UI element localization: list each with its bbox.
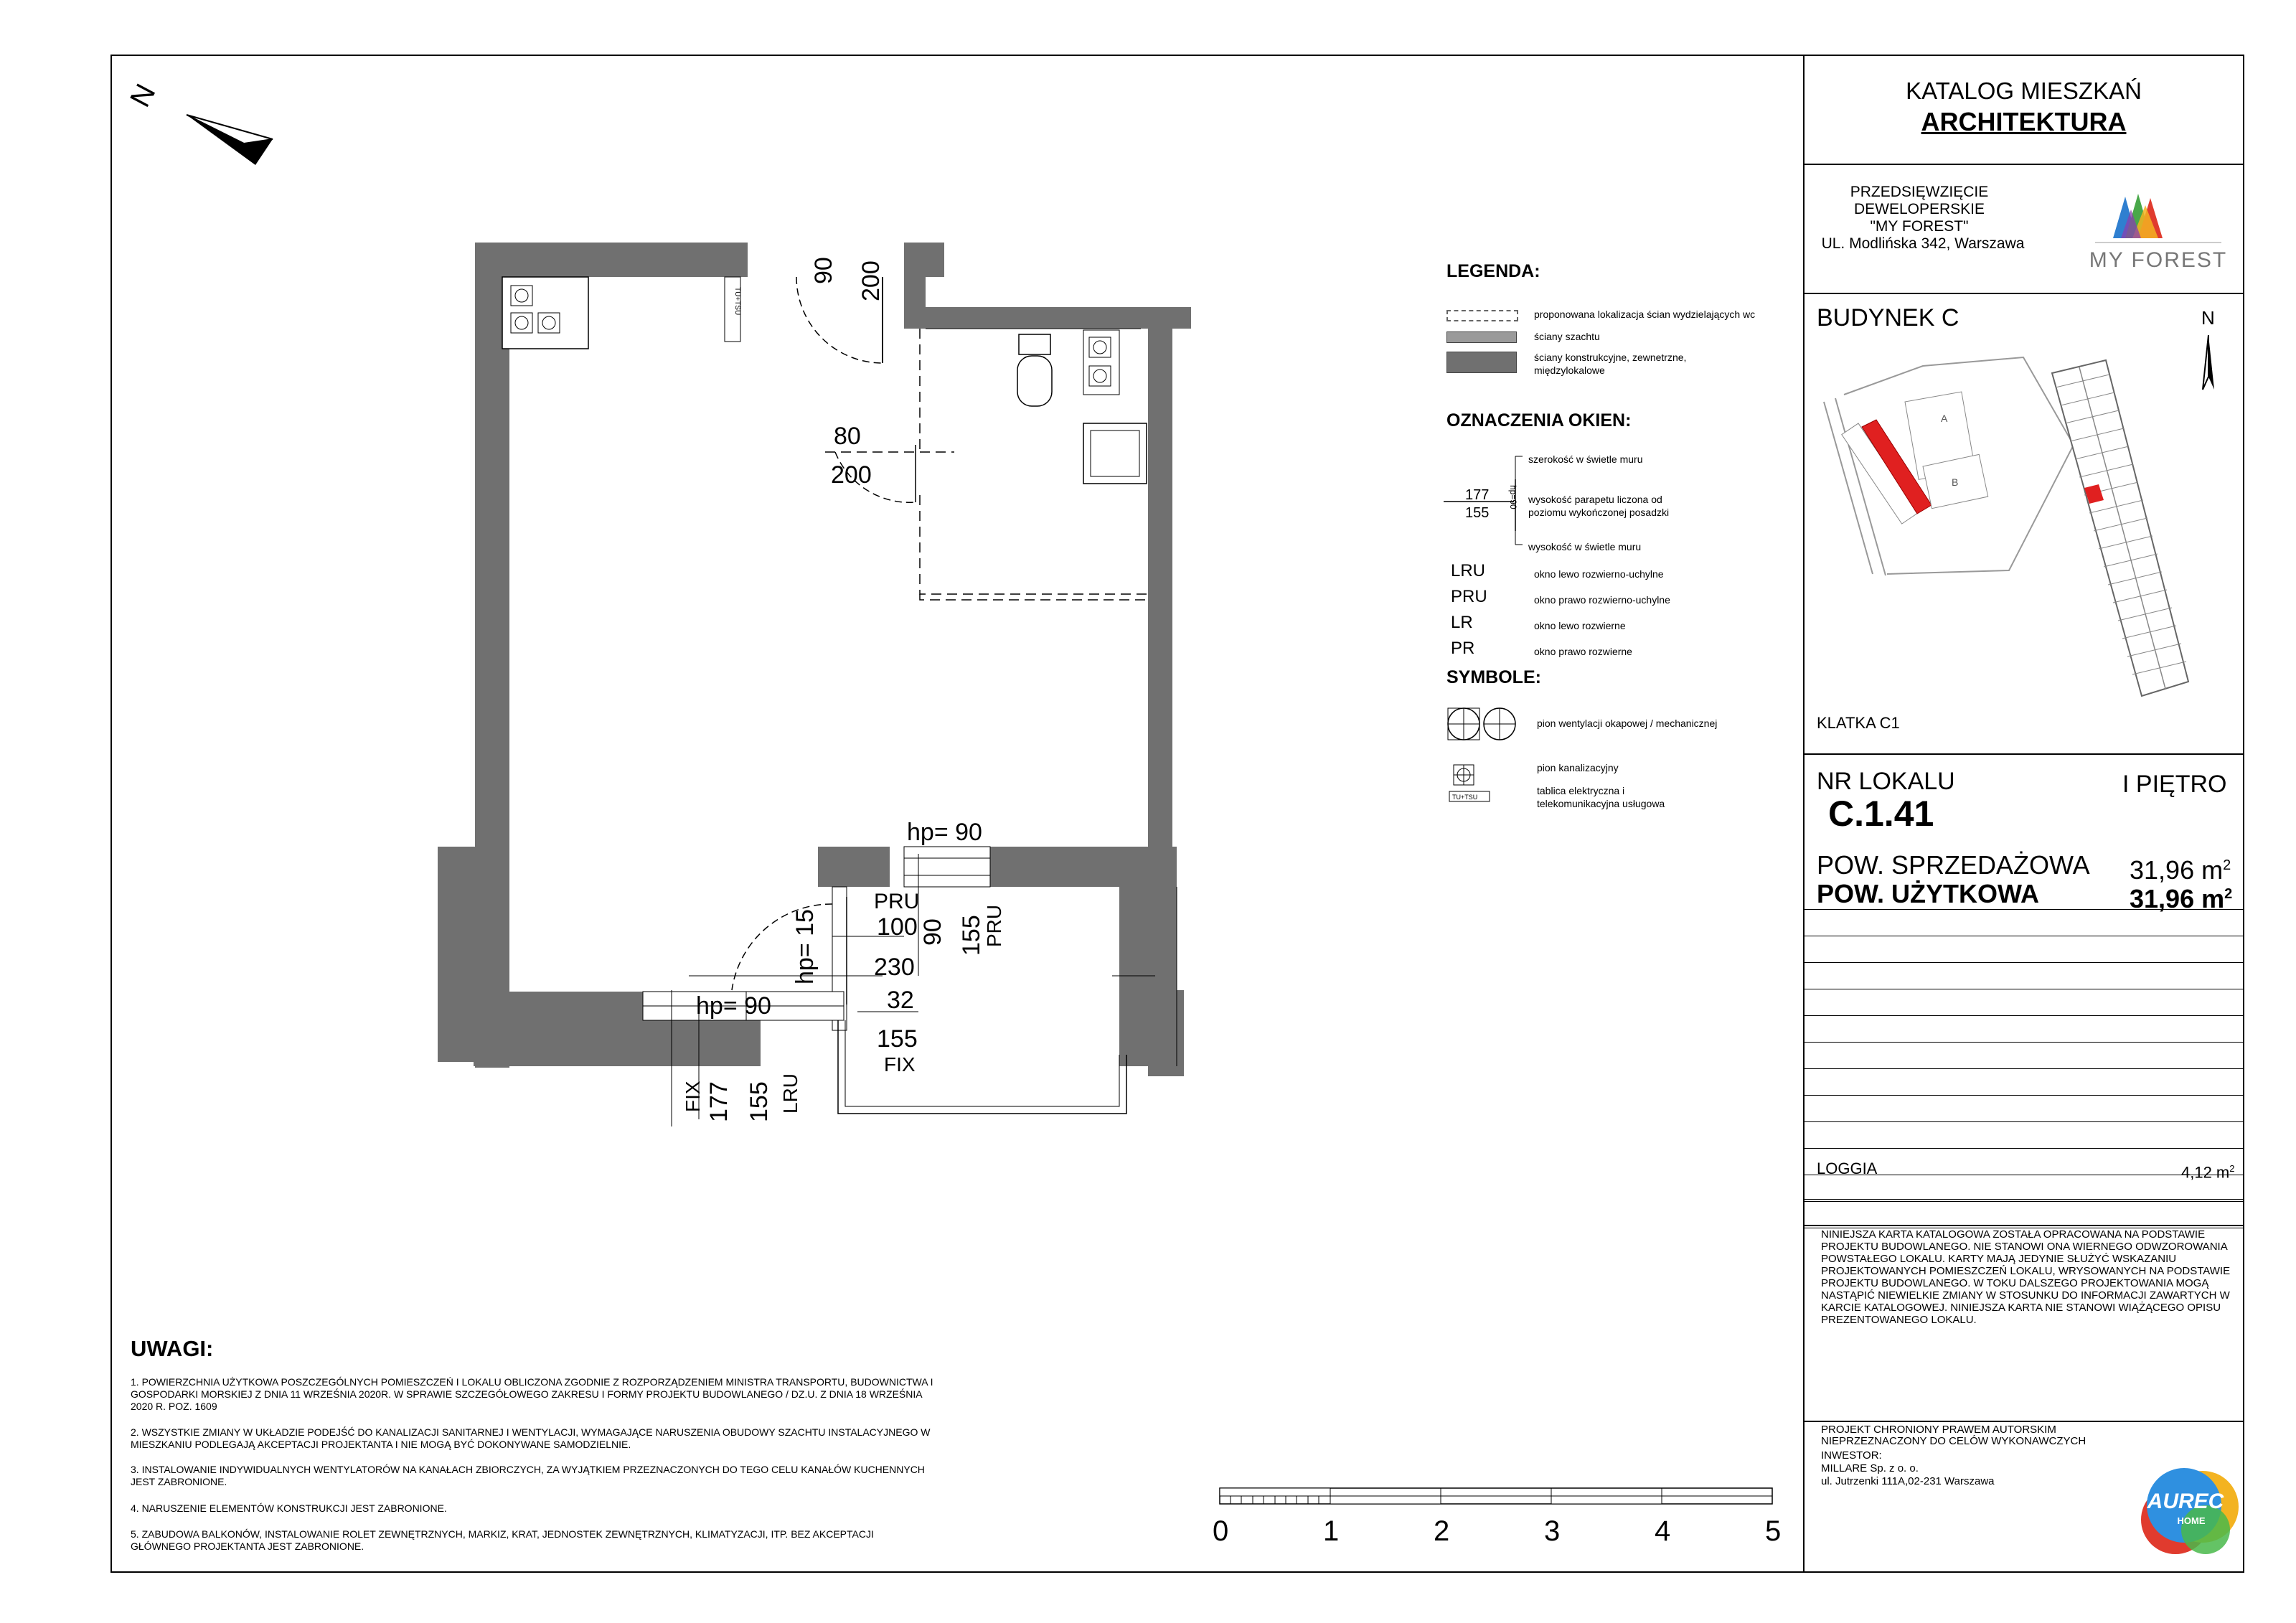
window-top-height: 155 bbox=[958, 915, 985, 956]
balcony-door-hp: hp= 15 bbox=[791, 909, 819, 984]
window-code: PRU bbox=[1451, 587, 1487, 606]
divider bbox=[1803, 1421, 2244, 1422]
svg-text:TU+TSU: TU+TSU bbox=[733, 287, 741, 316]
svg-text:N: N bbox=[124, 79, 162, 113]
svg-text:AUREC: AUREC bbox=[2147, 1490, 2224, 1513]
divider bbox=[1803, 1121, 2244, 1122]
legend-item: międzylokalowe bbox=[1534, 364, 1605, 376]
window-left-width: 177 bbox=[705, 1081, 733, 1122]
scale-bar bbox=[1213, 1481, 1787, 1514]
legend-item: proponowana lokalizacja ścian wydzielających wc bbox=[1534, 309, 1756, 320]
dim-wc-door-width: 80 bbox=[834, 423, 861, 450]
divider bbox=[1803, 293, 2244, 294]
site-plan bbox=[1808, 352, 2239, 732]
divider bbox=[1803, 962, 2244, 963]
divider bbox=[1803, 1015, 2244, 1016]
loggia-value: 4,12 $m^2$ bbox=[2181, 1163, 2235, 1182]
symbol-label: pion wentylacji okapowej / mechanicznej bbox=[1537, 718, 1718, 729]
project-line: DEWELOPERSKIE bbox=[1853, 201, 1985, 217]
north-letter: N bbox=[2201, 307, 2215, 329]
project-address: UL. Modlińska 342, Warszawa bbox=[1821, 235, 2025, 252]
window-code-desc: okno lewo rozwierno-uchylne bbox=[1534, 568, 1664, 580]
disclaimer: NINIEJSZA KARTA KATALOGOWA ZOSTAŁA OPRACOWANA NA PODSTAWIE PROJEKTU BUDOWLANEGO. NIE STANOWI ONA WIERNEGO ODWZOROWANIA POWSTAŁEGO LOKALU. KARTY MAJĄ JEDYNIE SŁUŻYĆ WSKAZANIU PROJEKTOWANYCH POMIESZCZEŃ LOKALU, WRYSOWANYCH NA PODSTAWIE PROJEKTU BUDOWLANEGO. W TOKU DALSZEGO PROJEKTOWANIA MOGĄ NASTĄPIĆ NIEWIELKIE ZMIANY W STOSUNKU DO INFORMACJI ZAWARTYCH W KARCIE KATALOGOWEJ. NINIEJSZA KARTA NIE STANOWI WIĄŻĄCEGO OPISU PREZENTOWANEGO LOKALU. bbox=[1821, 1228, 2231, 1326]
window-left-height: 155 bbox=[745, 1081, 773, 1122]
divider bbox=[1803, 1201, 2244, 1202]
window-legend-text: wysokość w świetle muru bbox=[1528, 541, 1642, 552]
window-code-desc: okno prawo rozwierno-uchylne bbox=[1534, 594, 1670, 606]
catalog-subtitle: ARCHITEKTURA bbox=[1921, 107, 2127, 136]
sales-area-value: 31,96 $m^2$ bbox=[2130, 855, 2231, 885]
divider bbox=[1803, 1068, 2244, 1069]
investor-label: INWESTOR: bbox=[1821, 1449, 1882, 1462]
remark-item: 5. ZABUDOWA BALKONÓW, INSTALOWANIE ROLET ZEWNĘTRZNYCH, MARKIZ, KRAT, JEDNOSTEK ZEWNĘTRZNYCH, KLIMATYZACJI, ITP. BEZ AKCEPTACJI GŁÓWNEGO PROJEKTANTA JEST ZABRONIONE. bbox=[131, 1528, 874, 1552]
window-code: PR bbox=[1451, 639, 1475, 658]
window-code-desc: okno prawo rozwierne bbox=[1534, 646, 1632, 657]
svg-text:B: B bbox=[1952, 476, 1959, 488]
usable-area-value: 31,96 $m^2$ bbox=[2130, 884, 2233, 913]
window-left-hp: hp= 90 bbox=[696, 992, 771, 1020]
svg-text:177: 177 bbox=[1465, 487, 1490, 503]
remark-item: 2. WSZYSTKIE ZMIANY W UKŁADZIE PODEJŚĆ DO KANALIZACJI SANITARNEJ I WENTYLACJI, WYMAGAJĄCE NARUSZENIA OBUDOWY SZACHTU INSTALACYJNEGO W MIESZKANIU PODLEGAJĄ AKCEPTACJI PROJEKTANTA I NIE MOGĄ BYĆ DOKONYWANE SAMODZIELNIE. bbox=[131, 1426, 931, 1450]
scale-tick: 4 bbox=[1655, 1515, 1671, 1547]
project-line: "MY FOREST" bbox=[1870, 218, 1969, 235]
scale-tick: 1 bbox=[1323, 1515, 1340, 1547]
dim-entry-door-width: 90 bbox=[810, 257, 837, 284]
symbol-label: pion kanalizacyjny bbox=[1537, 762, 1619, 773]
window-legend-text: szerokość w świetle muru bbox=[1528, 453, 1643, 465]
sales-area-label: POW. SPRZEDAŻOWA bbox=[1817, 850, 2090, 880]
window-left-code2: LRU bbox=[779, 1073, 801, 1114]
unit-number: C.1.41 bbox=[1828, 794, 1934, 834]
stairwell-label: KLATKA C1 bbox=[1817, 714, 1900, 732]
symbol-label: tablica elektryczna i bbox=[1537, 785, 1625, 796]
svg-text:hp=90: hp=90 bbox=[1508, 485, 1518, 509]
legend-title: LEGENDA: bbox=[1446, 261, 1540, 281]
dim-wc-door-height: 200 bbox=[831, 461, 872, 489]
window-code: LR bbox=[1451, 613, 1473, 632]
divider bbox=[1803, 753, 2244, 755]
window-legend-text: poziomu wykończonej posadzki bbox=[1528, 507, 1670, 518]
building-label: BUDYNEK C bbox=[1817, 304, 1959, 331]
unit-floor: I PIĘTRO bbox=[2122, 771, 2227, 798]
loggia-label: LOGGIA bbox=[1817, 1159, 1878, 1177]
svg-text:A: A bbox=[1941, 413, 1948, 424]
dim-entry-door-height: 200 bbox=[857, 260, 885, 301]
catalog-title: KATALOG MIESZKAŃ bbox=[1906, 77, 2142, 104]
investor-name: MILLARE Sp. z o. o. bbox=[1821, 1462, 1919, 1474]
compass-north-icon bbox=[124, 79, 280, 179]
window-fix-width: 32 bbox=[887, 987, 914, 1014]
divider bbox=[1803, 1148, 2244, 1149]
window-top-code2: PRU bbox=[983, 904, 1005, 947]
symbols-title: SYMBOLE: bbox=[1446, 667, 1541, 687]
remark-item: 3. INSTALOWANIE INDYWIDUALNYCH WENTYLATORÓW NA KANAŁACH ZBIORCZYCH, ZA WYJĄTKIEM PRZEZNACZONYCH DO TEGO CELU KANAŁÓW KUCHENNYCH JEST ZABRONIONE. bbox=[131, 1464, 925, 1487]
window-top-code: PRU bbox=[874, 890, 920, 913]
legend-swatch-wc bbox=[1446, 310, 1518, 321]
remarks-title: UWAGI: bbox=[131, 1336, 214, 1361]
window-top-hp: hp= 90 bbox=[907, 819, 982, 846]
scale-tick: 2 bbox=[1434, 1515, 1450, 1547]
svg-text:TU+TSU: TU+TSU bbox=[1452, 794, 1478, 801]
legend-item: ściany szachtu bbox=[1534, 331, 1600, 342]
investor-address: ul. Jutrzenki 111A,02-231 Warszawa bbox=[1821, 1475, 1995, 1487]
my-forest-logo bbox=[2081, 188, 2239, 278]
floor-plan bbox=[430, 230, 1184, 1134]
divider bbox=[1803, 1199, 2244, 1200]
window-top-width: 90 bbox=[919, 918, 946, 946]
divider bbox=[1803, 1042, 2244, 1043]
aurec-logo bbox=[2137, 1461, 2241, 1566]
divider bbox=[1803, 164, 2244, 165]
scale-tick: 3 bbox=[1544, 1515, 1561, 1547]
window-fix-height: 155 bbox=[877, 1025, 918, 1053]
symbol-icons bbox=[1448, 703, 1534, 818]
legend-swatch-shaft bbox=[1446, 331, 1517, 343]
window-code: LRU bbox=[1451, 561, 1486, 580]
remark-item: 4. NARUSZENIE ELEMENTÓW KONSTRUKCJI JEST ZABRONIONE. bbox=[131, 1502, 447, 1514]
usable-area-label: POW. UŻYTKOWA bbox=[1817, 879, 2039, 908]
legend-item: ściany konstrukcyjne, zewnetrzne, bbox=[1534, 352, 1687, 363]
svg-text:HOME: HOME bbox=[2177, 1515, 2206, 1526]
window-code-desc: okno lewo rozwierne bbox=[1534, 620, 1626, 631]
window-left-code: FIX bbox=[682, 1081, 704, 1112]
symbol-label: telekomunikacyjna usługowa bbox=[1537, 798, 1665, 809]
window-fix-code: FIX bbox=[884, 1053, 916, 1076]
svg-text:155: 155 bbox=[1465, 505, 1490, 521]
unit-nr-label: NR LOKALU bbox=[1817, 768, 1955, 795]
balcony-door-width: 100 bbox=[877, 913, 918, 941]
windows-title: OZNACZENIA OKIEN: bbox=[1446, 410, 1632, 431]
my-forest-logo-text: MY FOREST bbox=[2089, 248, 2228, 272]
legend-swatch-walls bbox=[1446, 352, 1517, 373]
window-legend-text: wysokość parapetu liczona od bbox=[1528, 494, 1662, 505]
divider bbox=[1803, 1225, 2244, 1226]
scale-tick: 0 bbox=[1213, 1515, 1229, 1547]
project-line: PRZEDSIĘWZIĘCIE bbox=[1850, 184, 1989, 200]
divider bbox=[1803, 1095, 2244, 1096]
balcony-door-height: 230 bbox=[874, 954, 915, 981]
remark-item: 1. POWIERZCHNIA UŻYTKOWA POSZCZEGÓLNYCH POMIESZCZEŃ I LOKALU OBLICZONA ZGODNIE Z ROZPORZĄDZENIEM MINISTRA TRANSPORTU, BUDOWNICTWA I GOSPODARKI MORSKIEJ Z DNIA 11 WRZEŚNIA 2020R. W SPRAWIE SZCZEGÓŁOWEGO ZAKRESU I FORMY PROJEKTU BUDOWLANEGO / DZ.U. Z DNIA 18 WRZEŚNIA 2020 R. POZ. 1609 bbox=[131, 1376, 933, 1412]
copyright-line: PROJEKT CHRONIONY PRAWEM AUTORSKIM bbox=[1821, 1424, 2056, 1436]
scale-tick: 5 bbox=[1765, 1515, 1782, 1547]
copyright-line: NIEPRZEZNACZONY DO CELÓW WYKONAWCZYCH bbox=[1821, 1435, 2086, 1447]
